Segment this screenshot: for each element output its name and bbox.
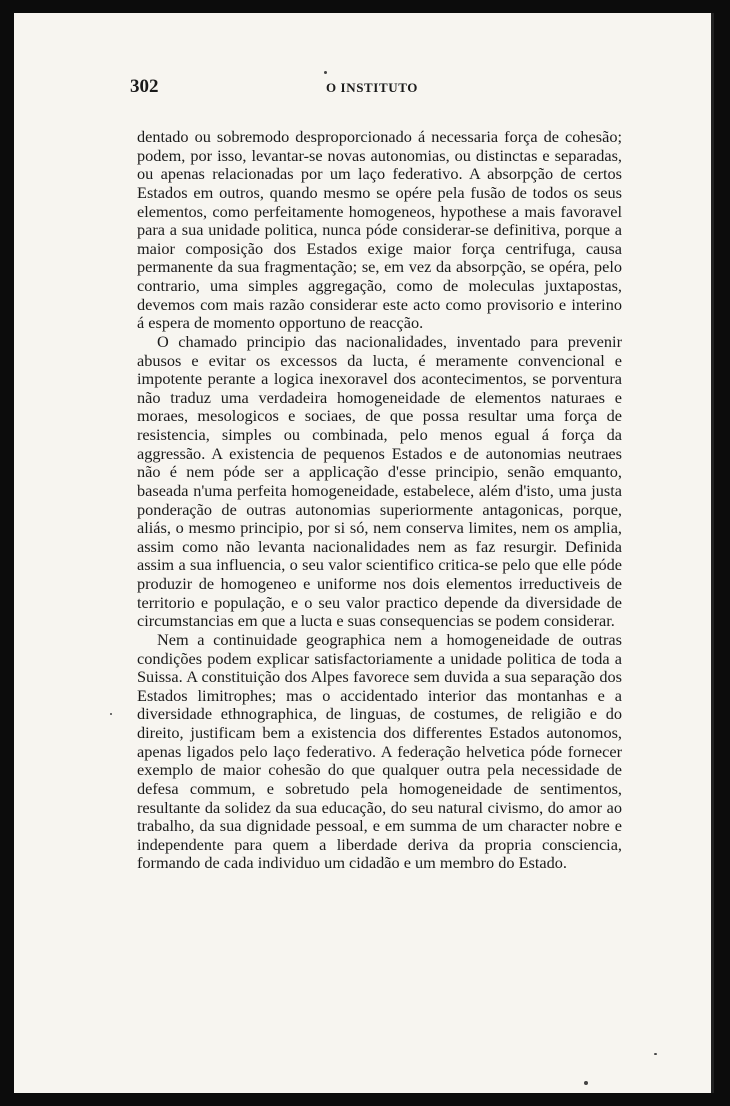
- page-header: [130, 76, 614, 100]
- speck: [584, 1081, 588, 1085]
- speck: [110, 713, 112, 715]
- body-text: [137, 128, 622, 873]
- paragraph-1: dentado ou sobremodo desproporcionado á necessaria força de cohesão; podem, por isso, levantar-se novas autonomias, ou distinctas e separadas, ou apenas relacionadas por um laço federativo. A absorpção de certos Estados em outros, quando mesmo se opére pela fusão de todos os seus elementos, como perfeitamente homogeneos, hypothese a mais favoravel para a sua unidade politica, nunca póde considerar-se definitiva, porque a maior composição dos Estados exige maior força centrifuga, causa permanente da sua fragmentação; se, em vez da absorpção, se opéra, pelo contrario, uma simples aggregação, como de moleculas juxtapostas, devemos com mais razão considerar este acto como provisorio e interino á espera de momento opportuno de reacção.: [137, 127, 622, 333]
- paragraph-3: Nem a continuidade geographica nem a homogeneidade de outras condições podem explicar satisfactoriamente a unidade politica de toda a Suissa. A constituição dos Alpes favorece sem duvida a sua separação dos Estados limitrophes; mas o accidentado interior das montanhas e a diversidade ethnographica, de linguas, de costumes, de religião e do direito, justificam bem a existencia dos differentes Estados autonomos, apenas ligados pelo laço federativo. A federação helvetica póde fornecer exemplo de maior cohesão do que qualquer outra pela necessidade de defesa commum, e sobretudo pela homogeneidade de sentimentos, resultante da solidez da sua educação, do seu natural civismo, do amor ao trabalho, da sua dignidade pessoal, e em summa de um character nobre e independente para quem a liberdade deriva da propria consciencia, formando de cada individuo um cidadão e um membro do Estado.: [137, 629, 622, 873]
- speck: [654, 1053, 657, 1055]
- running-title: O INSTITUTO: [326, 80, 418, 95]
- page-number: 302: [130, 76, 159, 97]
- paragraph-2: O chamado principio das nacionalidades, inventado para prevenir abusos e evitar os excessos da lucta, é meramente convencional e impotente perante a logica inexoravel dos acontecimentos, se porventura não traduz uma verdadeira homogeneidade de elementos naturaes e moraes, mesologicos e sociaes, de que possa resultar uma força de resistencia, simples ou combinada, pelo menos egual á força da aggressão. A existencia de pequenos Estados e de autonomias neutraes não é nem póde ser a applicação d'esse principio, senão emquanto, baseada n'uma perfeita homogeneidade, estabelece, além d'isto, uma justa ponderação de outras autonomias superiormente antagonicas, porque, aliás, o mesmo principio, por si só, nem conserva limites, nem os amplia, assim como não levanta nacionalidades nem as faz resurgir. Definida assim a sua influencia, o seu valor scientifico critica-se pelo que elle póde produzir de homogeneo e uniforme nos dois elementos irreductiveis de territorio e população, e o seu valor practico depende da diversidade de circumstancias em que a lucta e suas consequencias se podem considerar.: [137, 331, 622, 631]
- speck: [324, 71, 327, 74]
